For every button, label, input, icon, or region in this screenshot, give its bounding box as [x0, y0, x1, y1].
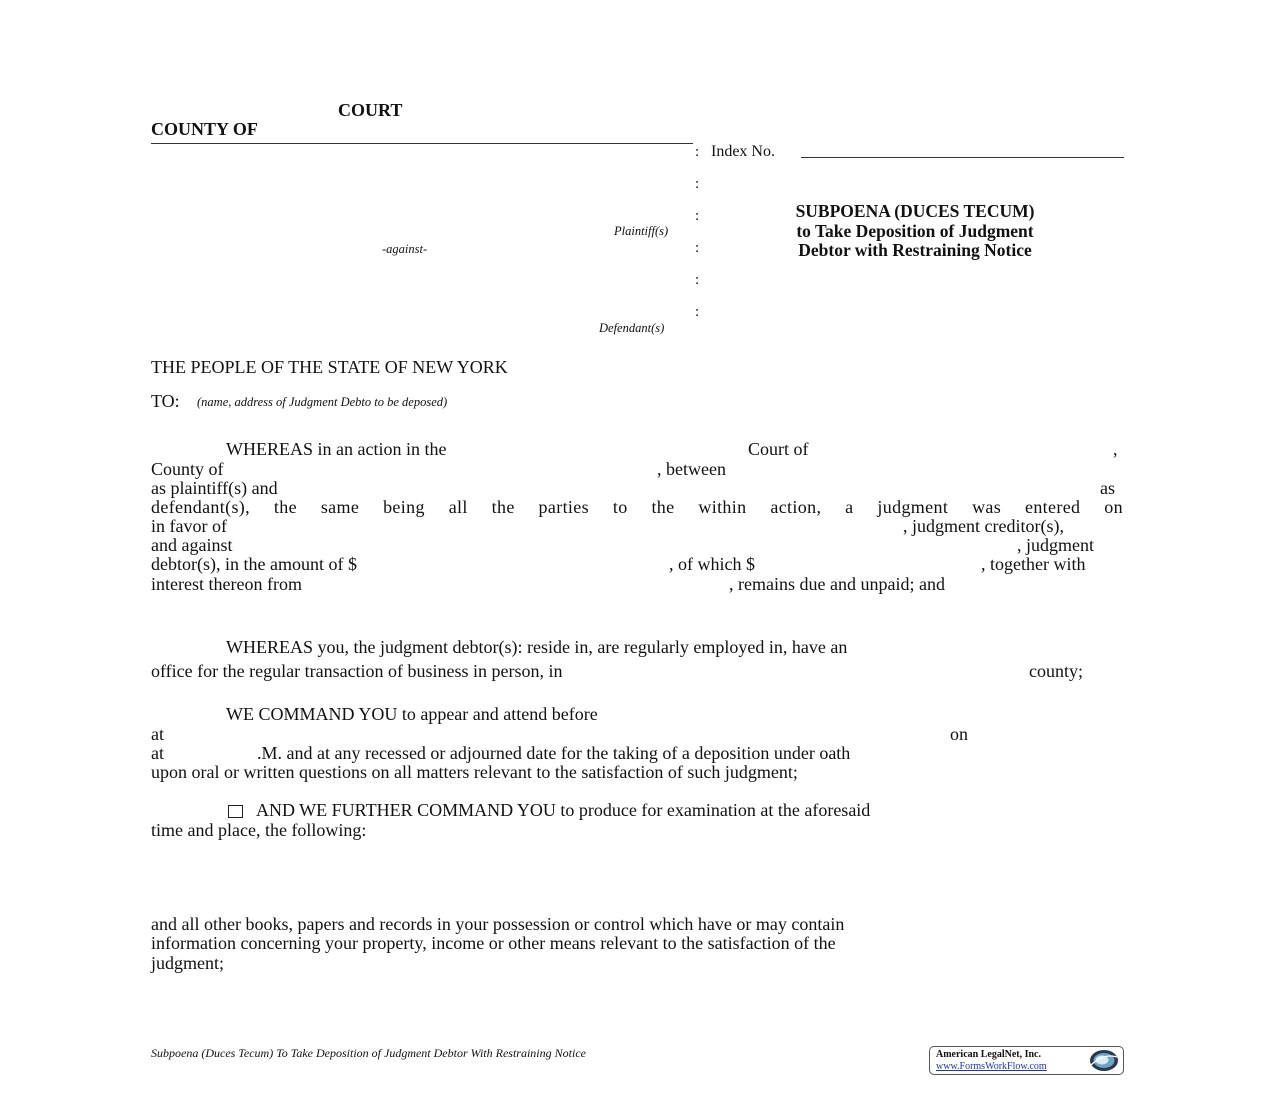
para1-text: WHEREAS in an action in the: [226, 439, 447, 459]
para1-text: and against: [151, 535, 233, 555]
globe-icon: [1086, 1049, 1119, 1072]
against-label: -against-: [382, 242, 428, 256]
para1-text: as: [1100, 478, 1115, 498]
para1-text: , between: [657, 459, 726, 479]
index-label: Index No.: [711, 143, 775, 160]
para3-text: upon oral or written questions on all matters relevant to the satisfaction of such judgment;: [151, 762, 798, 782]
caption-top-rule: [151, 143, 693, 144]
para1-text: defendant(s), the same being all the parties to the within action, a judgment was entered on: [151, 497, 1123, 517]
para3-text: WE COMMAND YOU to appear and attend before: [226, 704, 598, 724]
para1-text: Court of: [748, 439, 809, 459]
court-label: COURT: [338, 100, 403, 120]
para1-text: , together with: [981, 554, 1086, 574]
title-line: SUBPOENA (DUCES TECUM): [795, 201, 1035, 221]
caption-separator: :: [695, 240, 700, 256]
para4-text: AND WE FURTHER COMMAND YOU to produce for examination at the aforesaid: [256, 800, 871, 820]
para4-text: time and place, the following:: [151, 820, 367, 840]
produce-documents-checkbox[interactable]: [228, 805, 243, 818]
para2-text: office for the regular transaction of business in person, in: [151, 661, 563, 681]
para1-text: , of which $: [669, 554, 755, 574]
to-hint: (name, address of Judgment Debto to be deposed): [197, 395, 448, 409]
para5-text: information concerning your property, income or other means relevant to the satisfaction of the: [151, 933, 836, 953]
para3-text: at: [151, 743, 164, 763]
american-legalnet-logo[interactable]: [929, 1046, 1124, 1075]
para3-text: on: [950, 724, 968, 744]
para1-text: County of: [151, 459, 224, 479]
para1-text: in favor of: [151, 516, 227, 536]
people-heading: THE PEOPLE OF THE STATE OF NEW YORK: [151, 357, 508, 377]
para1-text: interest thereon from: [151, 574, 302, 594]
caption-separator: :: [695, 144, 700, 160]
caption-separator: :: [695, 272, 700, 288]
para1-text: debtor(s), in the amount of $: [151, 554, 357, 574]
para3-text: at: [151, 724, 164, 744]
index-number-field[interactable]: [801, 157, 1124, 158]
para1-text: , judgment creditor(s),: [903, 516, 1064, 536]
title-line: to Take Deposition of Judgment: [796, 220, 1034, 241]
plaintiff-label: Plaintiff(s): [614, 224, 669, 238]
defendant-label: Defendant(s): [599, 321, 665, 335]
para3-text: .M. and at any recessed or adjourned date for the taking of a deposition under oath: [257, 743, 851, 763]
caption-separator: :: [695, 208, 700, 224]
to-label: TO:: [151, 391, 180, 411]
para2-text: county;: [1029, 661, 1083, 681]
logo-company-name: American LegalNet, Inc.: [936, 1049, 1041, 1060]
footer-form-title: Subpoena (Duces Tecum) To Take Deposition of Judgment Debtor With Restraining Notice: [151, 1046, 586, 1060]
para1-text: as plaintiff(s) and: [151, 478, 278, 498]
para1-text: , remains due and unpaid; and: [729, 574, 945, 594]
logo-website-link[interactable]: www.FormsWorkFlow.com: [936, 1061, 1047, 1072]
caption-separator: :: [695, 304, 700, 320]
document-title: [730, 202, 1100, 261]
title-line: Debtor with Restraining Notice: [798, 240, 1032, 260]
county-label: COUNTY OF: [151, 119, 258, 139]
para5-text: judgment;: [151, 953, 224, 973]
caption-separator: :: [695, 176, 700, 192]
para1-text: , judgment: [1017, 535, 1094, 555]
para1-text: ,: [1113, 439, 1118, 459]
para5-text: and all other books, papers and records in your possession or control which have or may contain: [151, 914, 845, 934]
para2-text: WHEREAS you, the judgment debtor(s): reside in, are regularly employed in, have an: [226, 637, 848, 657]
